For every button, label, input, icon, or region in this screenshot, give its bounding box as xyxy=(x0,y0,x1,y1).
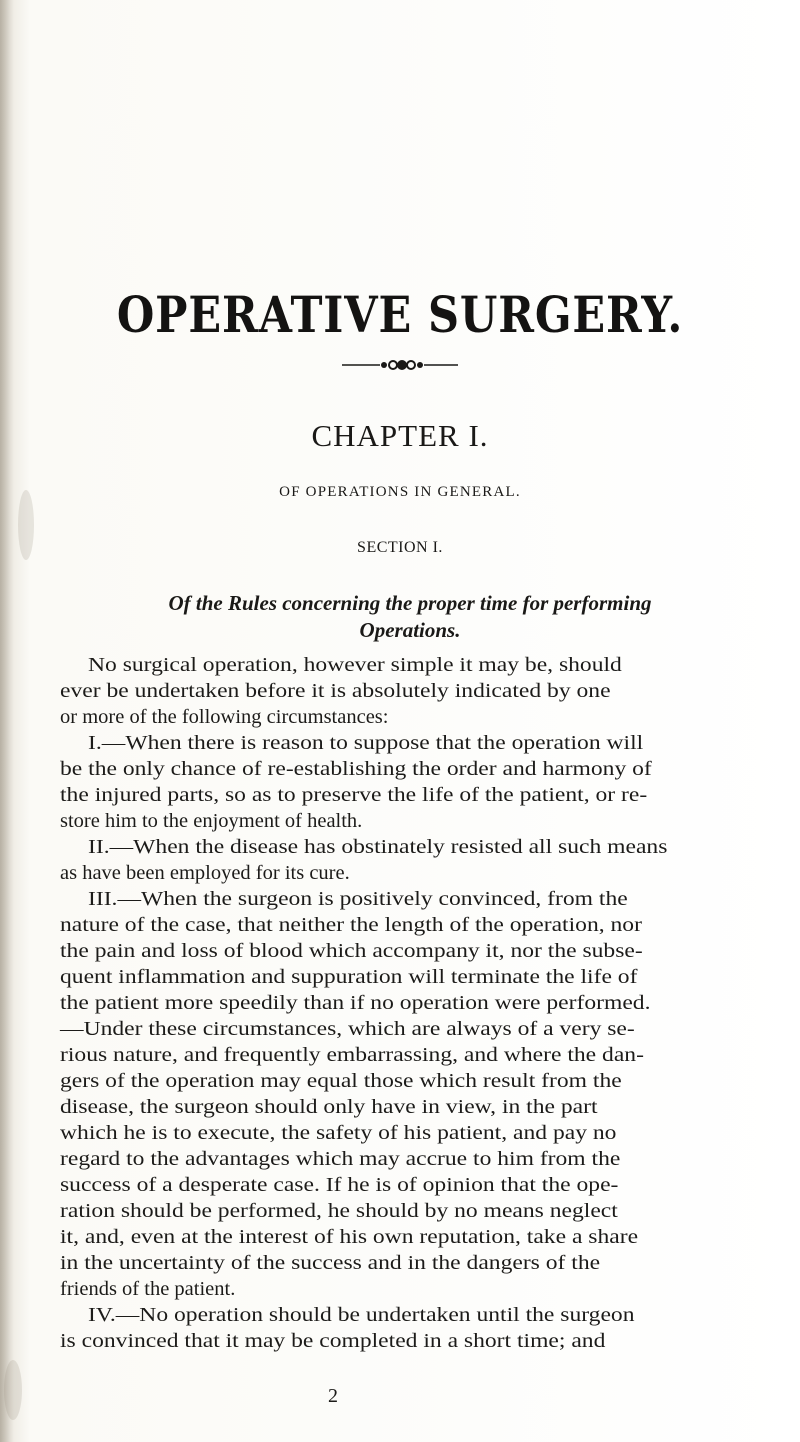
text-line: regard to the advantages which may accrue to him from the xyxy=(60,1148,621,1170)
section-title-line: Of the Rules concerning the proper time for performing xyxy=(168,591,652,615)
text-line: or more of the following circumstances: xyxy=(60,706,389,728)
text-line: II.—When the disease has obstinately resisted all such means xyxy=(88,836,668,858)
chapter-subtitle: OF OPERATIONS IN GENERAL. xyxy=(279,484,521,500)
text-line: —Under these circumstances, which are always of a very se- xyxy=(60,1018,635,1040)
text-line: ration should be performed, he should by no means neglect xyxy=(60,1200,618,1222)
text-line: nature of the case, that neither the length of the operation, nor xyxy=(60,914,642,936)
text-line: is convinced that it may be completed in a short time; and xyxy=(60,1330,606,1352)
text-line: as have been employed for its cure. xyxy=(60,862,350,884)
text-line: it, and, even at the interest of his own reputation, take a share xyxy=(60,1226,639,1248)
text-line: disease, the surgeon should only have in view, in the part xyxy=(60,1096,598,1118)
text-line: IV.—No operation should be undertaken until the surgeon xyxy=(88,1304,635,1326)
section-heading: SECTION I. xyxy=(357,539,443,556)
chapter-heading: CHAPTER I. xyxy=(311,418,489,453)
book-title: OPERATIVE SURGERY. xyxy=(116,285,684,344)
text-line: I.—When there is reason to suppose that the operation will xyxy=(88,732,644,754)
text-line: rious nature, and frequently embarrassing, and where the dan- xyxy=(60,1044,644,1066)
section-title-line: Operations. xyxy=(359,618,461,642)
text-line: the injured parts, so as to preserve the life of the patient, or re- xyxy=(60,784,648,806)
text-line: store him to the enjoyment of health. xyxy=(60,810,363,832)
text-line: the patient more speedily than if no operation were performed. xyxy=(60,992,651,1014)
text-line: friends of the patient. xyxy=(60,1278,236,1300)
text-line: gers of the operation may equal those which result from the xyxy=(60,1070,622,1092)
text-line: success of a desperate case. If he is of opinion that the ope- xyxy=(60,1174,619,1196)
text-line: be the only chance of re-establishing the order and harmony of xyxy=(60,758,652,780)
text-line: the pain and loss of blood which accompany it, nor the subse- xyxy=(60,940,643,962)
text-line: in the uncertainty of the success and in the dangers of the xyxy=(60,1252,601,1274)
text-line: which he is to execute, the safety of his patient, and pay no xyxy=(60,1122,617,1144)
text-line: No surgical operation, however simple it may be, should xyxy=(88,654,622,676)
text-line: ever be undertaken before it is absolutely indicated by one xyxy=(60,680,611,702)
text-line: III.—When the surgeon is positively convinced, from the xyxy=(88,888,628,910)
text-line: quent inflammation and suppuration will terminate the life of xyxy=(60,966,638,988)
page-number: 2 xyxy=(328,1385,338,1407)
